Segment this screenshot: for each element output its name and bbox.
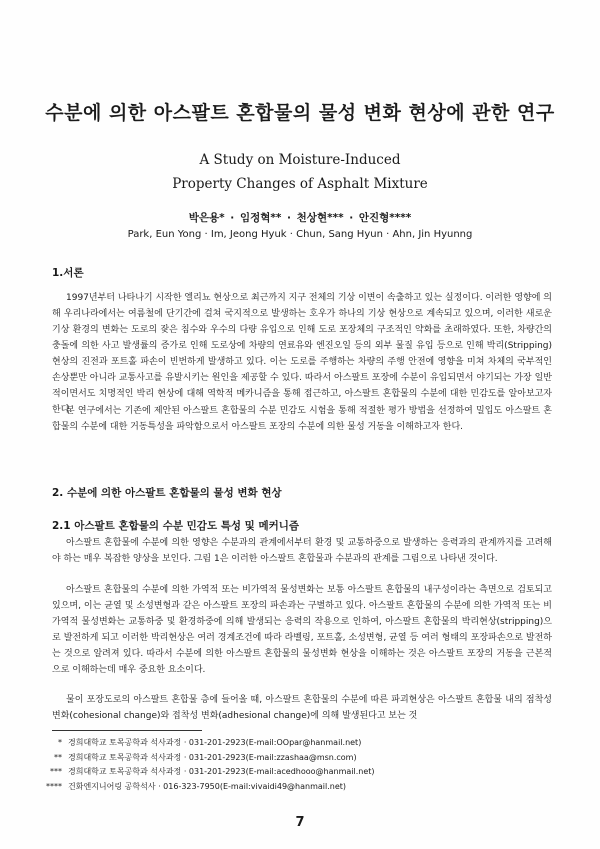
authors-english: Park, Eun Yong · Im, Jeong Hyuk · Chun, Sang Hyun · Ahn, Jin Hyunng — [127, 229, 473, 240]
section-2-1-paragraph-1: 아스팔트 혼합물에 수분에 의한 영향은 수분과의 관계에서부터 환경 및 교통하중으로 발생하는 응력과의 관계까지를 고려해야 하는 매우 복잡한 양상을 보인다. 그림 1은 이러한 아스팔트 혼합물과 수분과의 관계를 그림으로 나타낸 것이다. — [52, 538, 552, 564]
section-1-heading: 1.서론 — [52, 267, 84, 279]
footnote-divider — [52, 730, 202, 731]
footnote-item: ** 경희대학교 토목공학과 석사과정 · 031-201-2923(E-mail:zzashaa@msn.com) — [54, 752, 357, 762]
footnote-item: *** 경희대학교 토목공학과 석사과정 · 031-201-2923(E-mail:acedhooo@hanmail.net) — [50, 767, 375, 776]
footnote-item: * 경희대학교 토목공학과 석사과정 · 031-201-2923(E-mail:OOpar@hanmail.net) — [58, 738, 362, 747]
section-2-1-paragraph-3: 물이 포장도로의 아스팔트 혼합물 층에 들어올 때, 아스팔트 혼합물의 수분에 따른 파괴현상은 아스팔트 혼합물 내의 점착성 변화(cohesional change)와 접착성 변화(adhesional change)에 의해 발생된다고 보는 것 — [52, 695, 552, 721]
paper-title-korean: 수분에 의한 아스팔트 혼합물의 물성 변화 현상에 관한 연구 — [45, 102, 555, 124]
section-2-1-heading: 2.1 아스팔트 혼합물의 수분 민감도 특성 및 메커니즘 — [52, 520, 300, 532]
section-1-paragraph-1: 1997년부터 나타나기 시작한 엘리뇨 현상으로 최근까지 지구 전체의 기상 이변이 속출하고 있는 실정이다. 이러한 영향에 의해 우리나라에서는 여름철에 단기간에 걸쳐 국지적으로 발생하는 호우가 하나의 기상 현상으로 계속되고 있으며, 이러한 새로운 기상 환경의 변화는 도로의 잦은 침수와 우수의 다량 유입으로 인해 도로 포장체의 구조적인 약화를 초래하였다. 또한, 차량간의 충돌에 의한 사고 발생률의 증가로 인해 도로상에 차량의 연료유와 엔진오일 등의 외부 물질 유입 등으로 인해 박리(Stripping) 현상의 진전과 포트홀 파손이 빈번하게 발생하고 있다. 이는 도로를 주행하는 차량의 주행 안전에 영향을 미쳐 차체의 국부적인 손상뿐만 아니라 교통사고를 유발시키는 원인을 제공할 수 있다. 따라서 아스팔트 포장에 수분이 유입되면서 야기되는 가장 일반적이면서도 치명적인 박리 현상에 대해 역학적 메카니즘을 통해 접근하고, 아스팔트 혼합물의 수분에 대한 민감도를 알아보고자 한다. — [52, 293, 552, 415]
footnote-item: **** 건화엔지니어링 공학석사 · 016-323-7950(E-mail:vivaidi49@hanmail.net) — [46, 781, 347, 791]
section-1-paragraph-2: 본 연구에서는 기존에 제안된 아스팔트 혼합물의 수분 민감도 시험을 통해 적절한 평가 방법을 선정하여 밀입도 아스팔트 혼합물의 수분에 대한 거동특성을 파악함으로서 아스팔트 포장의 수분에 의한 물성 거동을 이해하고자 한다. — [52, 406, 552, 432]
page-number: 7 — [295, 815, 305, 830]
paper-title-english — [60, 148, 540, 196]
authors-korean: 박은용* · 임정혁** · 천상현*** · 안진형**** — [188, 212, 412, 224]
section-2-1-paragraph-2: 아스팔트 혼합물의 수분에 의한 가역적 또는 비가역적 물성변화는 보통 아스팔트 혼합물의 내구성이라는 측면으로 검토되고 있으며, 이는 균열 및 소성변형과 같은 아스팔트 포장의 파손과는 구별하고 있다. 아스팔트 혼합물의 수분에 의한 가역적 또는 비가역적 물성변화는 교통하중 및 환경하중에 의해 발생되는 응력의 작용으로 인하여, 아스팔트 혼합물의 박리현상(stripping)으로 발전하게 되고 이러한 박리현상은 여러 경계조건에 따라 라벨링, 포트홀, 소성변형, 균열 등 여러 형태의 포장파손으로 발전하는 것으로 알려져 있다. 따라서 수분에 의한 아스팔트 혼합물의 물성변화 현상을 이해하는 것은 아스팔트 포장의 거동을 근본적으로 이해하는데 매우 중요한 요소이다. — [52, 585, 552, 675]
footnotes — [30, 736, 550, 794]
title-en-line-1: A Study on Moisture-Induced — [199, 152, 401, 168]
title-en-line-2: Property Changes of Asphalt Mixture — [172, 176, 428, 192]
section-2-heading: 2. 수분에 의한 아스팔트 혼합물의 물성 변화 현상 — [52, 487, 282, 499]
